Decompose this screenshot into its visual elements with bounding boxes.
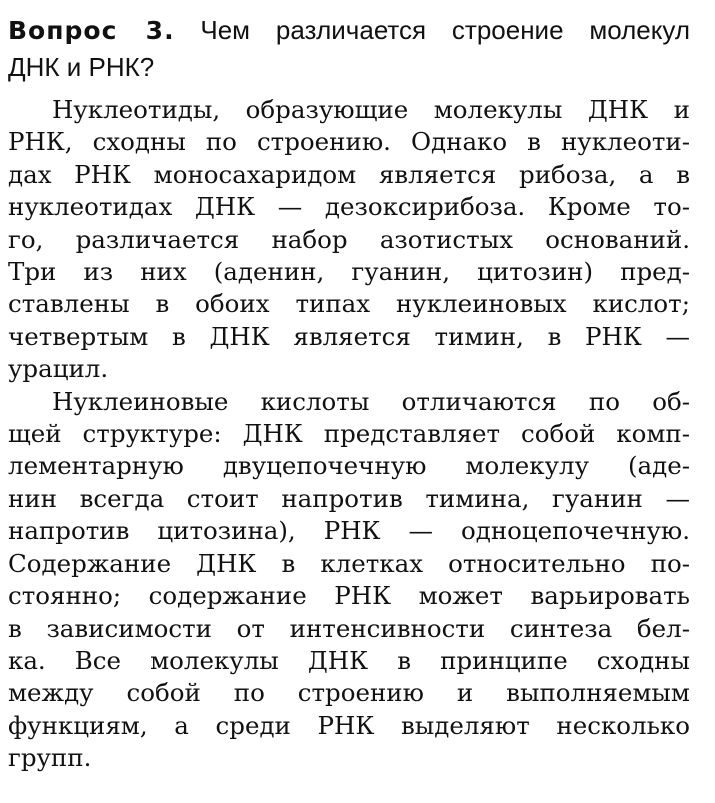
answer-text (8, 94, 690, 775)
paragraph-1-line: Три из них (аденин, гуанин, цитозин) пред- (8, 257, 690, 287)
paragraph-1-line: нуклеотидах ДНК — дезоксирибоза. Кроме то- (8, 192, 690, 222)
paragraph-2-line: лементарную двуцепочечную молекулу (аде- (8, 451, 690, 481)
paragraph-2-line: стоянно; содержание РНК может варьировать (8, 581, 690, 611)
paragraph-1-line: четвертым в ДНК является тимин, в РНК — (8, 321, 690, 351)
paragraph-1-line: го, различается набор азотистых оснований. (8, 224, 690, 254)
paragraph-2-line: Содержание ДНК в клетках относительно по- (8, 548, 690, 578)
paragraph-2-line: ка. Все молекулы ДНК в принципе сходны (8, 645, 690, 675)
paragraph-1-line: урацил. (8, 354, 109, 384)
paragraph-2-line: в зависимости от интенсивности синтеза бел- (8, 613, 690, 643)
paragraph-2-line: щей структуре: ДНК представляет собой комп- (8, 419, 690, 449)
paragraph-2-line: между собой по строению и выполняемым (8, 678, 690, 708)
paragraph-2-line: нин всегда стоит напротив тимина, гуанин — (8, 483, 690, 513)
paragraph-2-line: напротив цитозина), РНК — одноцепочечную. (8, 516, 690, 546)
paragraph-2-line: групп. (8, 743, 92, 773)
paragraph-1-line: РНК, сходны по строению. Однако в нуклеоти- (8, 127, 690, 157)
paragraph-2-line: Нуклеиновые кислоты отличаются по об- (52, 386, 690, 416)
paragraph-1-line: Нуклеотиды, образующие молекулы ДНК и (52, 95, 690, 124)
question-text: Чем различается строение молекул (200, 15, 690, 45)
paragraph-1-line: дах РНК моносахаридом является рибоза, а в (8, 159, 690, 189)
question-line-2: ДНК и РНК? (8, 52, 155, 82)
question-line-1 (8, 12, 690, 49)
question-heading (8, 12, 690, 85)
paragraph-2-line: функциям, а среди РНК выделяют несколько (8, 710, 690, 740)
question-label: Вопрос 3. (8, 16, 175, 45)
paragraph-1-line: ставлены в обоих типах нуклеиновых кислот; (8, 289, 690, 319)
